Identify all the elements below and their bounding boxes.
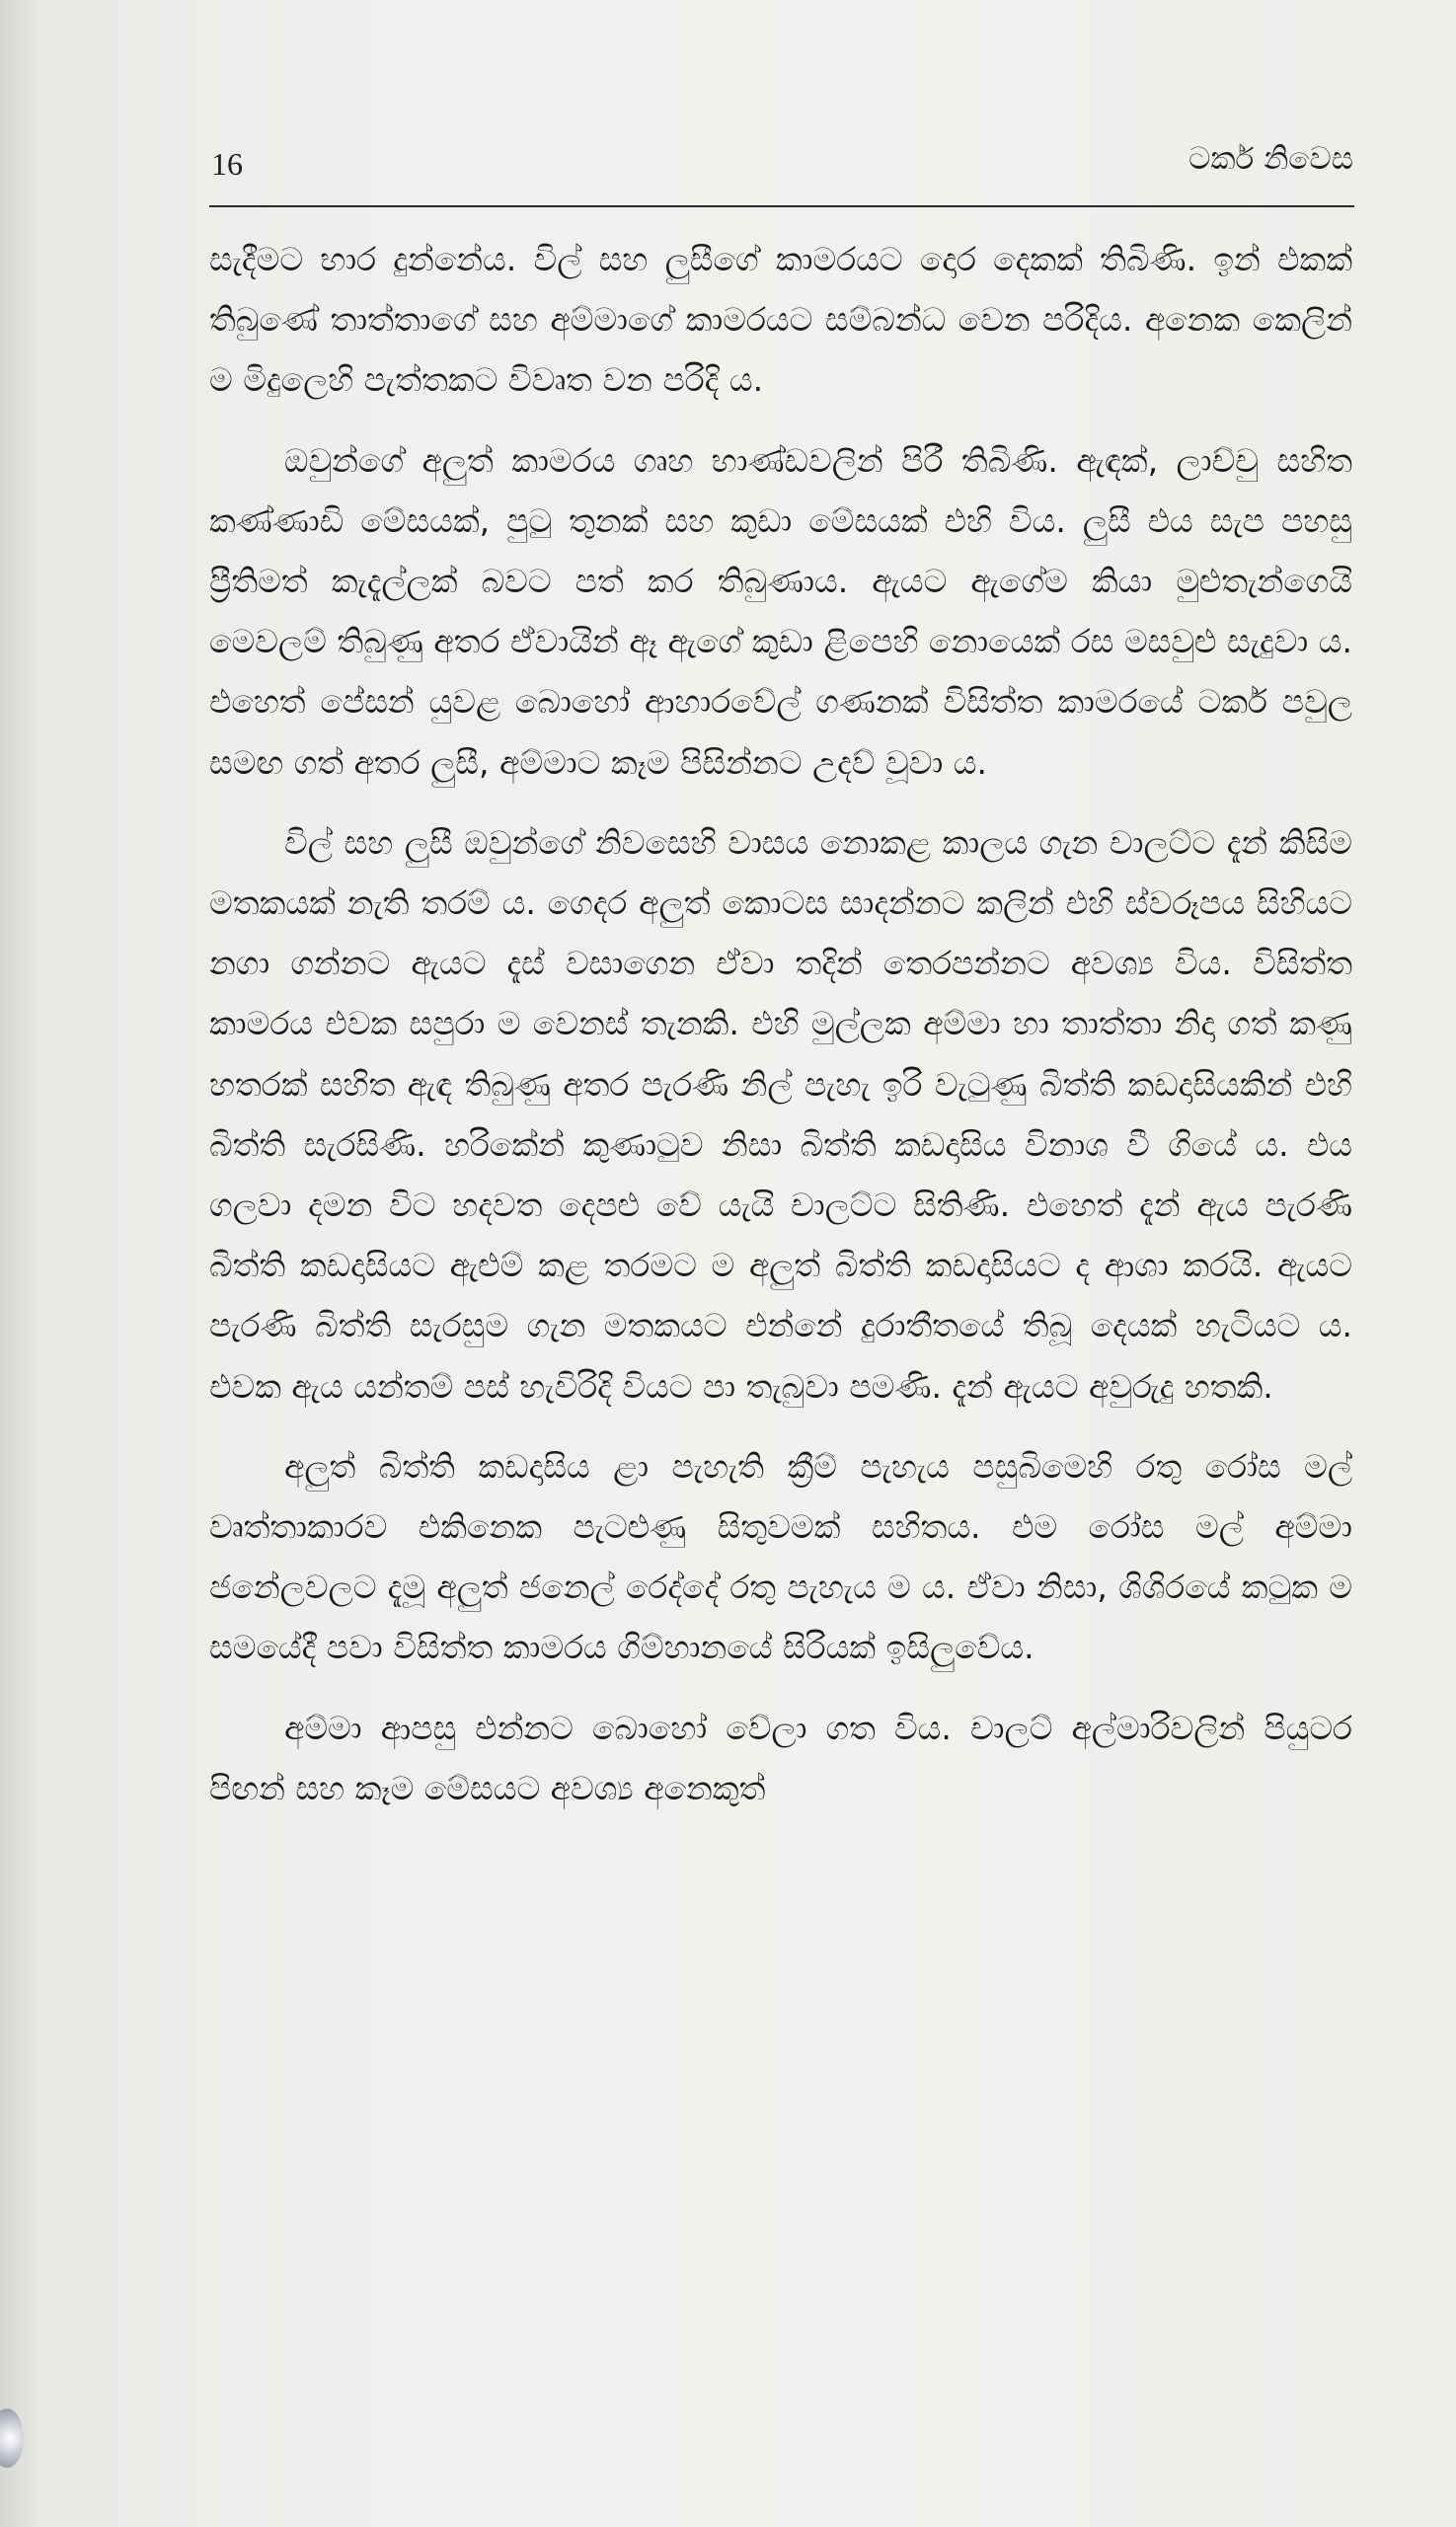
paragraph-5: අම්මා ආපසු එන්නට බොහෝ වේලා ගත විය. චාලට් අල්මාරිවලින් පියුටර පිඟන් සහ කෑම මේසයට අවශ්‍ය අනෙකුත් (209, 1708, 1352, 1807)
paragraph-3: විල් සහ ලුසී ඔවුන්ගේ නිවසෙහි වාසය නොකළ කාලය ගැන චාලට්ට දැන් කිසිම මතකයක් නැති තරම් ය. ගෙදර අලුත් කොටස සාදන්නට කලින් එහි ස්වරූපය සිහියට නගා ගන්නට ඇයට දැස් වසාගෙන ඒවා තදින් තෙරපන්නට අවශ්‍ය විය. විසිත්ත කාමරය එවක සපුරා ම වෙනස් තැනකි. එහි මුල්ලක අම්මා හා තාත්තා නිදා ගත් කණු හතරක් සහිත ඇඳ තිබුණු අතර පැරණි නිල් පැහැ ඉරි වැටුණු බිත්ති කඩදාසියකින් එහි බිත්ති සැරසිණි. හරිකේන් කුණාටුව නිසා බිත්ති කඩදාසිය විනාශ වී ගියේ ය. එය ගලවා දමන විට හදවත දෙපළු වේ යැයි චාලට්ට සිතිණි. එහෙත් දැන් ඇය පැරණි බිත්ති කඩදාසියට ඇළුම් කළ තරමට ම අලුත් බිත්ති කඩදාසියට ද ආශා කරයි. ඇයට පැරණි බිත්ති සැරසුම ගැන මතකයට එන්නේ දුරාතීතයේ තිබූ දෙයක් හැටියට ය. එවක ඇය යන්තම් පස් හැවිරිදි වියට පා තැබුවා පමණි. දැන් ඇයට අවුරුදු හතකි. (209, 822, 1352, 1406)
body-text (209, 229, 1352, 1838)
page-edge-shadow (0, 0, 39, 2527)
running-header-title: ටකර් නිවෙස (1188, 141, 1353, 177)
paragraph-1: සැදීමට භාර දුන්නේය. විල් සහ ලුසීගේ කාමරයට දොර දෙකක් තිබිණි. ඉන් එකක් තිබුණේ තාත්තාගේ සහ අම්මාගේ කාමරයට සම්බන්ධ වෙන පරිදිය. අනෙක කෙලින් ම මිදුලෙහි පැත්තකට විවෘත වන පරිදි ය. (209, 240, 1352, 400)
paragraph-4: අලුත් බිත්ති කඩදාසිය ළා පැහැති ක්‍රීම් පැහැය පසුබිමෙහි රතු රෝස මල් වෘත්තාකාරව එකිනෙක පැටළුණු සිතුවමක් සහිතය. එම රෝස මල් අම්මා ජනේලවලට දැමූ අලුත් ජනෙල් රෙද්දේ රතු පැහැය ම ය. ඒවා නිසා, ශිශිරයේ කටුක ම සමයේදී පවා විසිත්ත කාමරය ගිම්හානයේ සිරියක් ඉසිලුවේය. (209, 1446, 1352, 1667)
paragraph-2: ඔවුන්ගේ අලුත් කාමරය ගෘහ භාණ්ඩවලින් පිරී තිබිණි. ඇඳක්, ලාච්චු සහිත කණ්ණාඩි මේසයක්, පුටු තුනක් සහ කුඩා මේසයක් එහි විය. ලුසී එය සැප පහසු ප්‍රීතිමත් කැදැල්ලක් බවට පත් කර තිබුණාය. ඇයට ඇගේම කියා මුළුතැන්ගෙයි මෙවලම් තිබුණු අතර ඒවායින් ඈ ඇගේ කුඩා ළිපෙහි නොයෙක් රස මසවුළු සැදුවා ය. එහෙත් පේසන් යුවළ බොහෝ ආහාරවේල් ගණනක් විසිත්ත කාමරයේ ටකර් පවුල සමඟ ගත් අතර ලුසී, අම්මාට කෑම පිසින්නට උදව් වූවා ය. (209, 440, 1352, 782)
header-rule (209, 205, 1354, 207)
page-number: 16 (211, 146, 243, 182)
